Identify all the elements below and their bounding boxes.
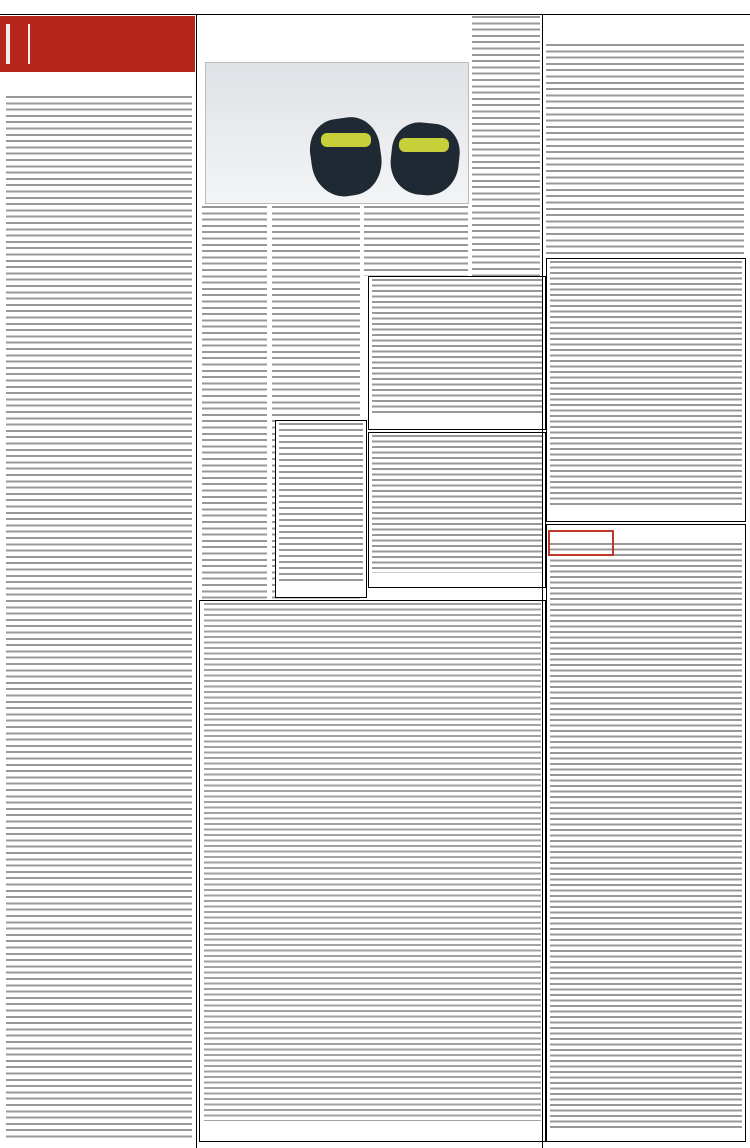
feature-body-col1 (202, 206, 267, 626)
synthiko-logo (548, 530, 614, 556)
sandal-image-2 (387, 120, 462, 199)
pen-icon (6, 24, 30, 64)
sandal-strap-2 (399, 138, 449, 152)
panache-notice (546, 258, 746, 522)
page-header (0, 0, 750, 15)
public-notice-box (275, 420, 367, 598)
sandal-image (306, 114, 386, 201)
hinduja-body (546, 44, 744, 254)
column-divider (196, 15, 197, 1148)
editorial-body (6, 96, 192, 1141)
synthiko-notice (546, 524, 746, 1142)
helix-notice (199, 600, 546, 1142)
sandal-strap (321, 133, 371, 147)
deccan-notice (368, 276, 546, 430)
feature-body-col3 (364, 206, 468, 276)
editorial-section-label (0, 16, 195, 72)
column-divider-right (542, 15, 543, 1148)
trident-notice (368, 432, 546, 588)
footwear-advertisement (205, 62, 469, 204)
